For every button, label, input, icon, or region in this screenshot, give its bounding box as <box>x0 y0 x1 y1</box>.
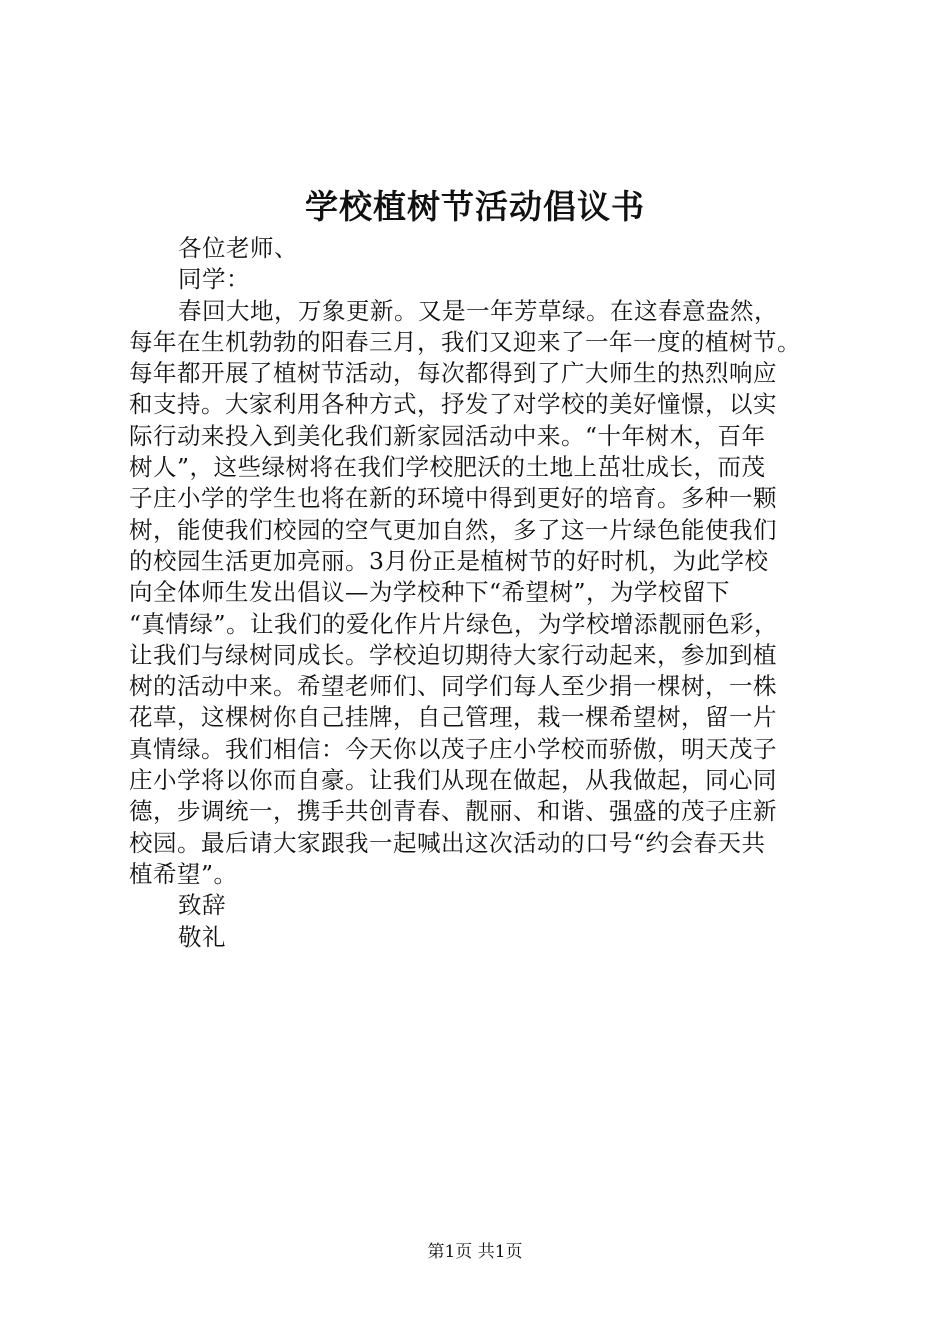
closing-line: 致辞 <box>178 891 226 920</box>
paragraph-line: 每年都开展了植树节活动，每次都得到了广大师生的热烈响应 <box>129 359 777 388</box>
paragraph-line: 植希望”。 <box>129 859 238 888</box>
paragraph-line: 校园。最后请大家跟我一起喊出这次活动的口号“约会春天共 <box>129 828 766 857</box>
body-paragraph <box>129 296 851 891</box>
salutation-line: 各位老师、 <box>178 234 298 262</box>
paragraph-line: “真情绿”。让我们的爱化作片片绿色，为学校增添靓丽色彩， <box>129 609 779 638</box>
paragraph-line: 春回大地，万象更新。又是一年芳草绿。在这春意盎然， <box>178 296 778 325</box>
paragraph-line: 树，能使我们校园的空气更加自然，多了这一片绿色能使我们 <box>129 515 777 544</box>
paragraph-line: 真情绿。我们相信：今天你以茂子庄小学校而骄傲，明天茂子 <box>129 734 777 763</box>
paragraph-line: 子庄小学的学生也将在新的环境中得到更好的培育。多种一颗 <box>129 484 777 513</box>
paragraph-line: 德，步调统一，携手共创青春、靓丽、和谐、强盛的茂子庄新 <box>129 797 777 826</box>
paragraph-line: 际行动来投入到美化我们新家园活动中来。“十年树木，百年 <box>129 421 766 450</box>
paragraph-line: 让我们与绿树同成长。学校迫切期待大家行动起来，参加到植 <box>129 640 777 669</box>
document-body <box>129 233 851 953</box>
page-number: 第1页 共1页 <box>427 1242 523 1262</box>
paragraph-line: 的校园生活更加亮丽。3月份正是植树节的好时机，为此学校 <box>129 546 769 575</box>
document-title: 学校植树节活动倡议书 <box>305 187 645 226</box>
paragraph-line: 向全体师生发出倡议—为学校种下“希望树”，为学校留下 <box>129 578 731 607</box>
page-footer <box>0 1240 950 1264</box>
paragraph-line: 每年在生机勃勃的阳春三月，我们又迎来了一年一度的植树节。 <box>129 327 801 356</box>
paragraph-line: 和支持。大家利用各种方式，抒发了对学校的美好憧憬，以实 <box>129 390 777 419</box>
paragraph-line: 庄小学将以你而自豪。让我们从现在做起，从我做起，同心同 <box>129 766 777 795</box>
paragraph-line: 树的活动中来。希望老师们、同学们每人至少捐一棵树，一株 <box>129 672 777 701</box>
paragraph-line: 花草，这棵树你自己挂牌，自己管理，栽一棵希望树，留一片 <box>129 703 777 732</box>
closing-line: 敬礼 <box>178 922 226 951</box>
paragraph-line: 树人”，这些绿树将在我们学校肥沃的土地上茁壮成长，而茂 <box>129 453 766 482</box>
salutation-line: 同学： <box>178 265 250 294</box>
